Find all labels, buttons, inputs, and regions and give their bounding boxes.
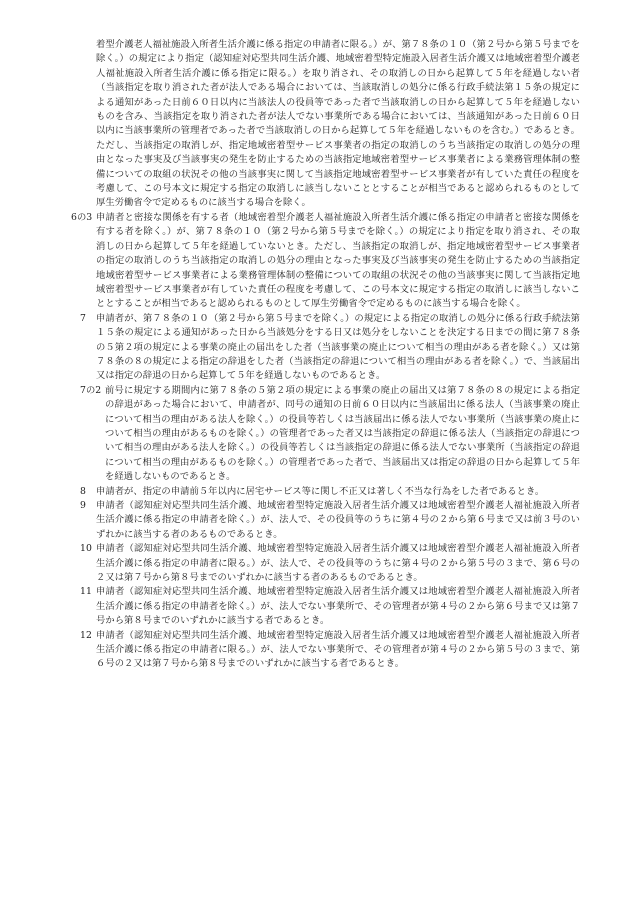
item-text: 申請者（認知症対応型共同生活介護、地域密着型特定施設入居者生活介護又は地域密着型介護老人福祉施設入所者生活介護に係る指定の申請者に限る。）が、法人でない事業所で、その管理者が第４号の２から第５号の３まで、第６号の２又は第７号から第８号までのいずれかに該当する者であるとき。 xyxy=(96,629,580,670)
item-text: 申請者（認知症対応型共同生活介護、地域密着型特定施設入居者生活介護又は地域密着型介護老人福祉施設入所者生活介護に係る指定の申請者を除く。）が、法人でない事業所で、その管理者が第４号の２から第６号まで又は第７号から第８号までのいずれかに該当する者であるとき。 xyxy=(96,586,580,627)
item-number: 9 xyxy=(80,500,86,511)
item-6-3 xyxy=(71,211,580,312)
item-text: 申請者（認知症対応型共同生活介護、地域密着型特定施設入居者生活介護又は地域密着型介護老人福祉施設入所者生活介護に係る指定の申請者に限る。）が、法人で、その役員等のうちに第４号の２から第５号の３まで、第６号の２又は第７号から第８号までのいずれかに該当する者のあるものであるとき。 xyxy=(96,543,580,584)
item-10 xyxy=(80,542,580,585)
item-12 xyxy=(80,629,580,672)
item-11 xyxy=(80,585,580,628)
item-number: 11 xyxy=(80,586,92,598)
item-number: 7 xyxy=(80,312,86,324)
item-text: 前号に規定する期間内に第７８条の５第２項の規定による事業の廃止の届出又は第７８条の８の規定による指定の辞退があった場合において、申請者が、同号の通知の日前６０日以内に当該届出に係る法人（当該事業の廃止について相当の理由がある法人を除く。）の役員等若しくは当該届出に係る法人でない事業所（当該事業の廃止について相当の理由があるものを除く。）の管理者であった者又は当該指定の辞退に係る法人（当該指定の辞退について相当の理由がある法人を除く。）の役員等若しくは当該指定の辞退に係る法人でない事業所（当該指定の辞退について相当の理由があるものを除く。）の管理者であった者で、当該届出又は指定の辞退の日から起算して５年を経過しないものであるとき。 xyxy=(105,384,580,483)
item-text: 申請者と密接な関係を有する者（地域密着型介護老人福祉施設入所者生活介護に係る指定の申請者と密接な関係を有する者を除く。）が、第７８条の１０（第２号から第５号までを除く。）の規定により指定を取り消され、その取消しの日から起算して５年を経過していないとき。ただし、当該指定の取消しが、指定地域密着型サービス事業者の指定の取消しのうち当該指定の取消しの処分の理由となった事実及び当該事実の発生を防止するための当該指定地域密着型サービス事業者による業務管理体制の整備についての取組の状況その他の当該事実に関して当該指定地域密着型サービス事業者が有していた責任の程度を考慮して、この号本文に規定する指定の取消しに該当しないこととすることが相当であると認められるものとして厚生労働省令で定めるものに該当する場合を除く。 xyxy=(96,211,580,310)
item-9 xyxy=(80,499,580,542)
continued-paragraph: 着型介護老人福祉施設入所者生活介護に係る指定の申請者に限る。）が、第７８条の１０（第２号から第５号までを除く。）の規定により指定（認知症対応型共同生活介護、地域密着型特定施設入居者生活介護又は地域密着型介護老人福祉施設入所者生活介護に係る指定に限る。）を取り消され、その取消しの日から起算して５年を経過しない者（当該指定を取り消された者が法人である場合においては、当該取消しの処分に係る行政手続法第１５条の規定による通知があった日前６０日以内に当該法人の役員等であった者で当該取消しの日から起算して５年を経過しないものを含み、当該指定を取り消された者が法人でない事業所である場合においては、当該通知があった日前６０日以内に当該事業所の管理者であった者で当該取消しの日から起算して５年を経過しないものを含む。）であるとき。ただし、当該指定の取消しが、指定地域密着型サービス事業者の指定の取消しのうち当該指定の取消しの処分の理由となった事実及び当該事実の発生を防止するための当該指定地域密着型サービス事業者による業務管理体制の整備についての取組の状況その他の当該事実に関して当該指定地域密着型サービス事業者が有していた責任の程度を考慮して、この号本文に規定する指定の取消しに該当しないこととすることが相当であると認められるものとして厚生労働省令で定めるものに該当する場合を除く。 xyxy=(96,39,580,209)
item-number: 7の2 xyxy=(80,384,102,396)
document-body xyxy=(71,38,581,672)
item-7-2 xyxy=(80,384,580,485)
item-number: 12 xyxy=(80,629,92,641)
item-number: 8 xyxy=(80,485,86,497)
item-text: 申請者（認知症対応型共同生活介護、地域密着型特定施設入居者生活介護又は地域密着型介護老人福祉施設入所者生活介護に係る指定の申請者を除く。）が、法人で、その役員等のうちに第４号の２から第６号まで又は前３号のいずれかに該当する者のあるものであるとき。 xyxy=(96,500,580,540)
item-7 xyxy=(80,312,580,384)
item-number: 10 xyxy=(80,543,92,555)
item-number: 6の3 xyxy=(71,211,93,223)
item-8 xyxy=(80,485,580,499)
item-text: 申請者が、指定の申請前５年以内に居宅サービス等に関し不正又は著しく不当な行為をした者であるとき。 xyxy=(96,485,545,497)
item-text: 申請者が、第７８条の１０（第２号から第５号までを除く。）の規定による指定の取消しの処分に係る行政手続法第１５条の規定による通知があった日から当該処分をする日又は処分をしないことを決定する日までの間に第７８条の５第２項の規定による事業の廃止の届出をした者（当該事業の廃止について相当の理由がある者を除く。）又は第７８条の８の規定による指定の辞退をした者（当該指定の辞退について相当の理由がある者を除く。）で、当該届出又は指定の辞退の日から起算して５年を経過しないものであるとき。 xyxy=(96,312,581,382)
